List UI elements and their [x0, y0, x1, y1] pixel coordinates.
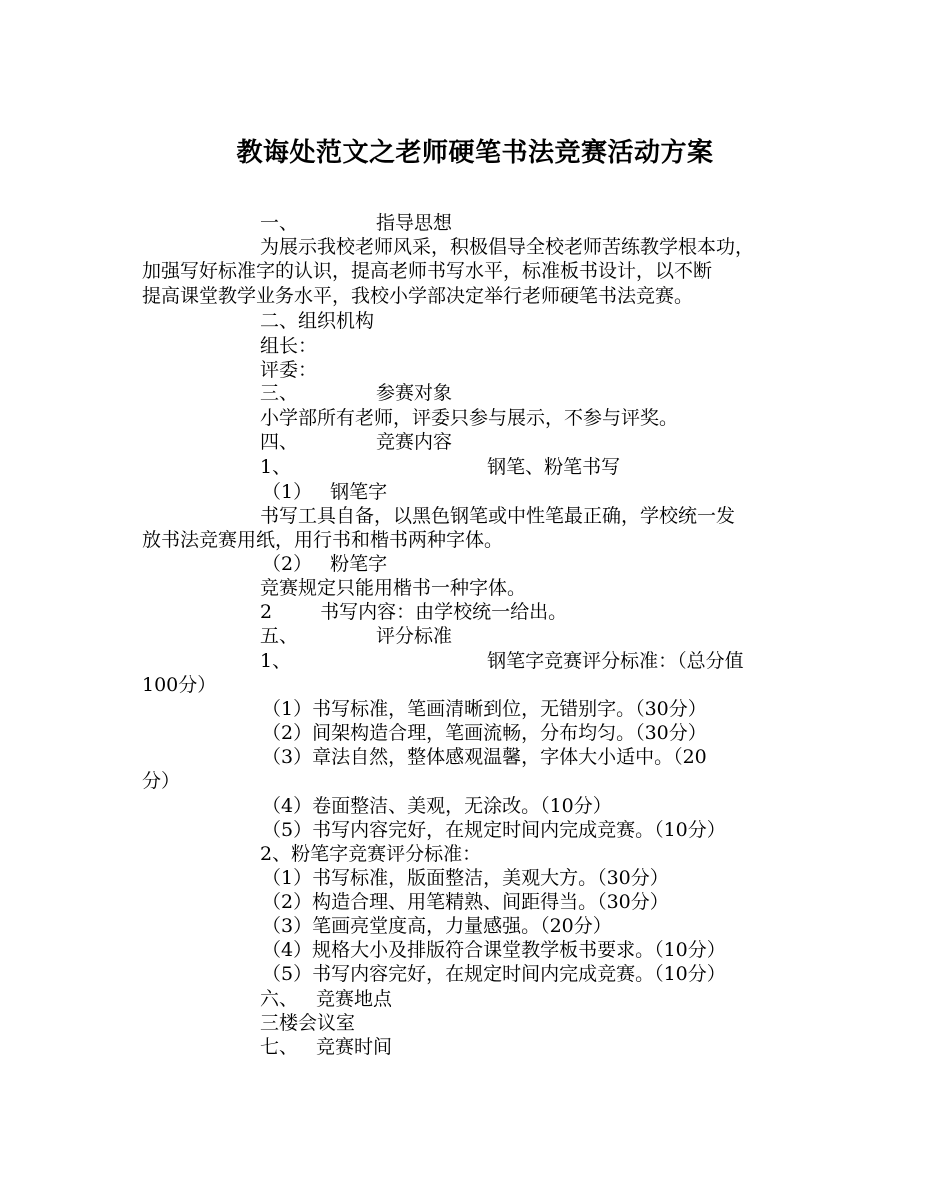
pen-paragraph-line: 书写工具自备，以黑色钢笔或中性笔最正确，学校统一发 — [260, 505, 736, 527]
section-6-text: 三楼会议室 — [260, 1012, 356, 1034]
pen-criteria-item: （3）章法自然，整体感观温馨，字体大小适中。（20 — [262, 746, 707, 768]
chalk-subheading-label: （2） — [262, 553, 313, 575]
section-7-title: 竞赛时间 — [316, 1036, 393, 1058]
pen-subheading-label: （1） — [262, 481, 313, 503]
content-item-2-text: 书写内容：由学校统一给出。 — [320, 601, 568, 623]
pen-paragraph-line: 放书法竞赛用纸，用行书和楷书两种字体。 — [142, 529, 504, 551]
chalk-criteria-item: （2）构造合理、用笔精熟、间距得当。（30分） — [262, 891, 669, 913]
pen-criteria-item: （5）书写内容完好，在规定时间内完成竞赛。（10分） — [262, 819, 726, 841]
content-item-1 — [260, 455, 620, 479]
document-title: 教诲处范文之老师硬笔书法竞赛活动方案 — [236, 138, 714, 168]
section-2-heading: 二、组织机构 — [260, 310, 375, 332]
content-item-2-number: 2 — [260, 601, 273, 623]
section-1-paragraph-line: 为展示我校老师风采，积极倡导全校老师苦练教学根本功， — [260, 236, 755, 258]
section-6-title: 竞赛地点 — [316, 988, 393, 1010]
section-1-heading — [260, 211, 452, 235]
chalk-subheading-text: 粉笔字 — [330, 553, 388, 575]
chalk-subheading — [262, 552, 387, 576]
pen-criteria-number: 1、 — [260, 650, 292, 672]
section-1-paragraph-line: 加强写好标准字的认识，提高老师书写水平，标准板书设计，以不断 — [142, 260, 713, 282]
pen-criteria-item: （4）卷面整洁、美观，无涂改。（10分） — [262, 795, 612, 817]
section-3-text: 小学部所有老师，评委只参与展示，不参与评奖。 — [260, 407, 679, 429]
chalk-criteria-item: （5）书写内容完好，在规定时间内完成竞赛。（10分） — [262, 963, 726, 985]
section-4-number: 四、 — [260, 431, 299, 453]
pen-subheading-text: 钢笔字 — [330, 481, 388, 503]
section-1-title: 指导思想 — [376, 212, 453, 234]
chalk-criteria-heading: 2、粉笔字竞赛评分标准： — [260, 843, 482, 865]
chalk-text: 竞赛规定只能用楷书一种字体。 — [260, 577, 527, 599]
pen-criteria-heading-cont: 100分） — [142, 674, 217, 696]
section-5-heading — [260, 624, 452, 648]
content-item-1-text: 钢笔、粉笔书写 — [487, 456, 621, 478]
pen-criteria-title: 钢笔字竞赛评分标准：（总分值 — [487, 650, 744, 672]
pen-subheading — [262, 480, 387, 504]
section-6-number: 六、 — [260, 988, 299, 1010]
section-4-heading — [260, 430, 452, 454]
content-item-2 — [260, 600, 567, 624]
pen-criteria-item: （1）书写标准，笔画清晰到位，无错别字。（30分） — [262, 698, 707, 720]
section-5-title: 评分标准 — [376, 625, 453, 647]
section-1-paragraph-line: 提高课堂教学业务水平，我校小学部决定举行老师硬笔书法竞赛。 — [142, 285, 694, 307]
content-item-1-number: 1、 — [260, 456, 292, 478]
section-3-number: 三、 — [260, 382, 299, 404]
leader-label: 组长： — [260, 335, 318, 357]
section-3-title: 参赛对象 — [376, 382, 453, 404]
section-5-number: 五、 — [260, 625, 299, 647]
pen-criteria-heading — [260, 649, 744, 673]
section-7-heading — [260, 1035, 392, 1059]
chalk-criteria-item: （4）规格大小及排版符合课堂教学板书要求。（10分） — [262, 939, 726, 961]
section-7-number: 七、 — [260, 1036, 299, 1058]
pen-criteria-item-cont: 分） — [142, 770, 181, 792]
judges-label: 评委： — [260, 359, 318, 381]
pen-criteria-item: （2）间架构造合理，笔画流畅，分布均匀。（30分） — [262, 722, 707, 744]
chalk-criteria-item: （1）书写标准，版面整洁，美观大方。（30分） — [262, 867, 669, 889]
chalk-criteria-item: （3）笔画亮堂度高，力量感强。（20分） — [262, 915, 612, 937]
section-6-heading — [260, 987, 392, 1011]
section-3-heading — [260, 381, 452, 405]
section-4-title: 竞赛内容 — [376, 431, 453, 453]
section-1-number: 一、 — [260, 212, 299, 234]
